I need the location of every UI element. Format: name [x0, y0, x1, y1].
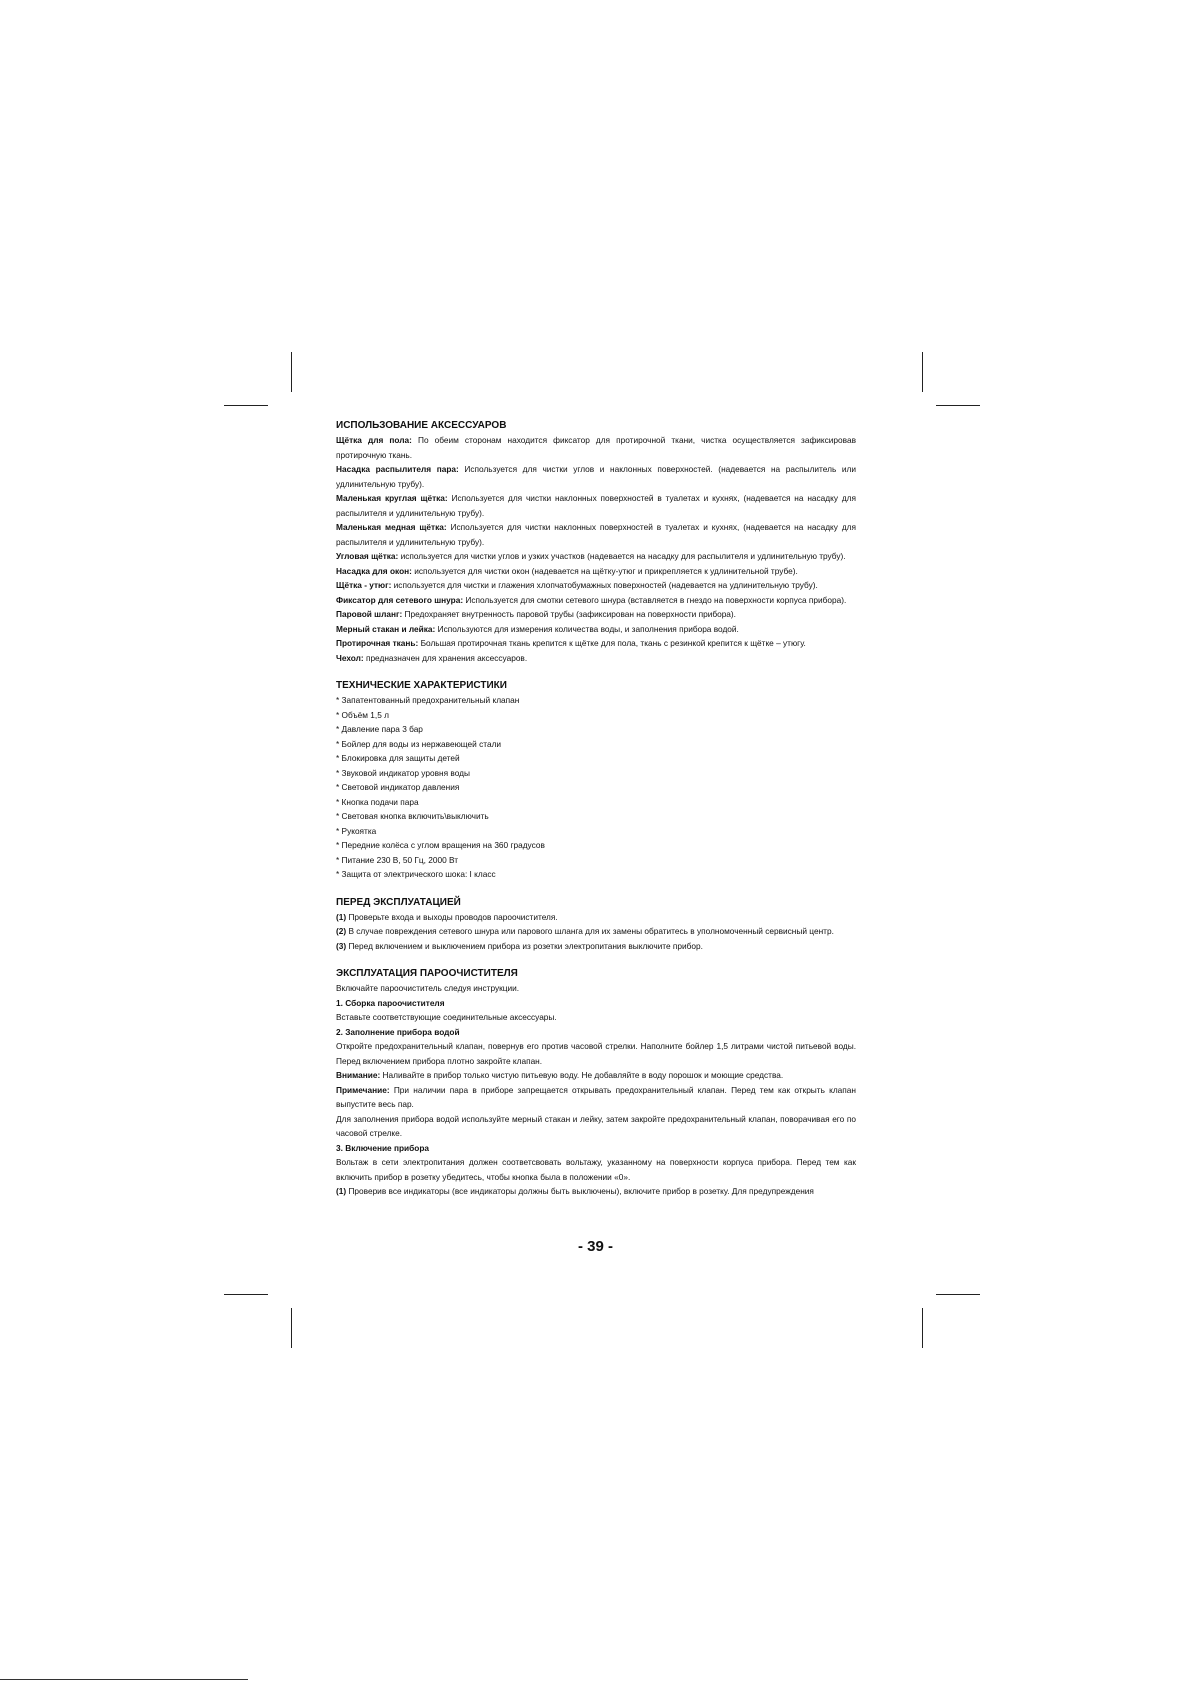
note-text: При наличии пара в приборе запрещается открывать предохранительный клапан. Перед тем как открыть клапан выпустите весь пар.	[336, 1084, 856, 1109]
accessory-term: Щётка - утюг:	[336, 580, 392, 590]
spec-item: * Звуковой индикатор уровня воды	[336, 767, 470, 778]
page-number: - 39 -	[577, 1238, 613, 1255]
accessory-text: Большая протирочная ткань крепится к щётке для пола, ткань с резинкой крепится к щётке – утюгу.	[418, 638, 806, 648]
spec-item: * Давление пара 3 бар	[336, 724, 423, 734]
item-number: (1)	[336, 1186, 347, 1196]
before-use-item	[336, 924, 856, 939]
accessory-text: используется для чистки и глажения хлопчатобумажных поверхностей (надевается на удлинительную трубу).	[391, 580, 818, 590]
before-use-item	[336, 910, 856, 925]
accessory-text: используется для чистки углов и узких участков (надевается на насадку для распылителя и удлинительную трубу).	[398, 551, 846, 561]
accessory-item	[336, 462, 856, 491]
accessory-text: Используется для чистки наклонных поверхностей в туалетах и кухнях, (надевается на насадку для распылителя и удлинительную трубу).	[336, 493, 856, 518]
step2-text: Откройте предохранительный клапан, повернув его против часовой стрелки. Наполните бойлер 1,5 литрами чистой питьевой воды. Перед включением прибора плотно закройте клапан.	[336, 1041, 856, 1066]
before-use-list	[336, 910, 856, 954]
item-text: Перед включением и выключением прибора из розетки электропитания выключите прибор.	[346, 940, 703, 951]
accessory-text: По обеим сторонам находится фиксатор для протирочной ткани, чистка осуществляется зафиксировав протирочную ткань.	[336, 435, 856, 460]
crop-mark-top-right-vertical	[922, 352, 923, 392]
accessory-text: Используется для смотки сетевого шнура (вставляется в гнездо на поверхности корпуса прибора).	[463, 594, 847, 605]
item-text: В случае повреждения сетевого шнура или парового шланга для их замены обратитесь в уполномоченный сервисный центр.	[346, 926, 834, 936]
accessory-item	[336, 636, 856, 651]
spec-item: * Блокировка для защиты детей	[336, 753, 460, 763]
accessory-term: Паровой шланг:	[336, 609, 403, 619]
step2-title: 2. Заполнение прибора водой	[336, 1026, 460, 1037]
spec-item: * Световая кнопка включить\выключить	[336, 811, 489, 821]
fill-instructions: Для заполнения прибора водой используйте мерный стакан и лейку, затем закройте предохранительный клапан, поворачивая его по часовой стрелке.	[336, 1113, 856, 1138]
accessory-term: Угловая щётка:	[336, 551, 399, 561]
spec-item: * Питание 230 В, 50 Гц, 2000 Вт	[336, 854, 459, 865]
item-number: (3)	[336, 940, 347, 951]
accessory-term: Насадка для окон:	[336, 565, 412, 576]
accessory-text: Используется для чистки углов и наклонных поверхностей. (надевается на распылитель или удлинительную трубу).	[336, 464, 856, 489]
item-number: (2)	[336, 926, 347, 936]
step3-title: 3. Включение прибора	[336, 1142, 430, 1153]
spec-item: * Кнопка подачи пара	[336, 796, 419, 807]
bottom-edge-line	[0, 1679, 248, 1680]
spec-item: * Бойлер для воды из нержавеющей стали	[336, 738, 502, 749]
accessory-text: Используется для чистки наклонных поверхностей в туалетах и кухнях, (надевается на насадку для распылителя и удлинительную трубу).	[336, 522, 856, 547]
accessories-list	[336, 433, 856, 665]
attention-term: Внимание:	[336, 1070, 381, 1080]
accessory-term: Щётка для пола:	[336, 435, 412, 445]
remark-note	[336, 1083, 856, 1112]
crop-mark-bottom-right-horizontal	[936, 1294, 980, 1295]
accessory-term: Фиксатор для сетевого шнура:	[336, 594, 464, 605]
accessory-text: Используются для измерения количества воды, и заполнения прибора водой.	[435, 623, 739, 634]
spec-item: * Защита от электрического шока: I класс	[336, 869, 496, 879]
accessory-text: используется для чистки окон (надевается на щётку-утюг и прикрепляется к удлинительной трубе).	[411, 565, 798, 576]
step1-text: Вставьте соответствующие соединительные аксессуары.	[336, 1012, 557, 1022]
page-content	[336, 418, 856, 1199]
before-use-item	[336, 939, 856, 954]
crop-mark-bottom-right-vertical	[922, 1308, 923, 1348]
accessory-term: Протирочная ткань:	[336, 638, 419, 648]
item-number: (1)	[336, 911, 347, 922]
accessory-item	[336, 491, 856, 520]
attention-text: Наливайте в прибор только чистую питьевую воду. Не добавляйте в воду порошок и моющие средства.	[380, 1070, 784, 1080]
note-term: Примечание:	[336, 1084, 390, 1095]
spec-item: * Запатентованный предохранительный клапан	[336, 695, 520, 705]
accessory-item	[336, 564, 856, 579]
accessory-term: Мерный стакан и лейка:	[336, 623, 436, 634]
crop-mark-top-right-horizontal	[936, 405, 980, 406]
accessory-item	[336, 520, 856, 549]
attention-note	[336, 1068, 856, 1083]
accessory-item	[336, 593, 856, 608]
accessory-term: Чехол:	[336, 652, 364, 663]
step1-title: 1. Сборка пароочистителя	[336, 997, 445, 1008]
before-use-heading: ПЕРЕД ЭКСПЛУАТАЦИЕЙ	[336, 896, 461, 908]
operation-heading: ЭКСПЛУАТАЦИЯ ПАРООЧИСТИТЕЛЯ	[336, 968, 518, 979]
accessory-item	[336, 622, 856, 637]
item-text: Проверив все индикаторы (все индикаторы должны быть выключены), включите прибор в розетку. Для предупреждения	[346, 1186, 814, 1196]
crop-mark-top-left-horizontal	[224, 405, 268, 406]
specs-heading: ТЕХНИЧЕСКИЕ ХАРАКТЕРИСТИКИ	[336, 680, 507, 691]
spec-item: * Рукоятка	[336, 825, 377, 836]
accessory-item	[336, 651, 856, 666]
spec-item: * Световой индикатор давления	[336, 782, 460, 792]
crop-mark-bottom-left-vertical	[291, 1308, 292, 1348]
step3-item	[336, 1184, 856, 1199]
accessories-heading: ИСПОЛЬЗОВАНИЕ АКСЕССУАРОВ	[336, 420, 507, 431]
operation-intro: Включайте пароочиститель следуя инструкции.	[336, 983, 520, 993]
step3-text: Вольтаж в сети электропитания должен соответсвовать вольтажу, указанному на поверхности корпуса прибора. Перед тем как включить прибор в розетку убедитесь, чтобы кнопка была в положении «0».	[336, 1157, 856, 1182]
accessory-text: предназначен для хранения аксессуаров.	[363, 652, 528, 663]
spec-item: * Передние колёса с углом вращения на 360 градусов	[336, 840, 545, 850]
accessory-term: Маленькая медная щётка:	[336, 522, 447, 532]
accessory-item	[336, 433, 856, 462]
specs-list	[336, 693, 856, 882]
accessory-term: Маленькая круглая щётка:	[336, 493, 448, 503]
accessory-item	[336, 578, 856, 593]
item-text: Проверьте входа и выходы проводов пароочистителя.	[346, 911, 558, 922]
accessory-item	[336, 549, 856, 564]
spec-item: * Объём 1,5 л	[336, 709, 389, 720]
accessory-item	[336, 607, 856, 622]
accessory-term: Насадка распылителя пара:	[336, 464, 459, 474]
crop-mark-top-left-vertical	[291, 352, 292, 392]
crop-mark-bottom-left-horizontal	[224, 1294, 268, 1295]
accessory-text: Предохраняет внутренность паровой трубы (зафиксирован на поверхности прибора).	[402, 609, 736, 619]
